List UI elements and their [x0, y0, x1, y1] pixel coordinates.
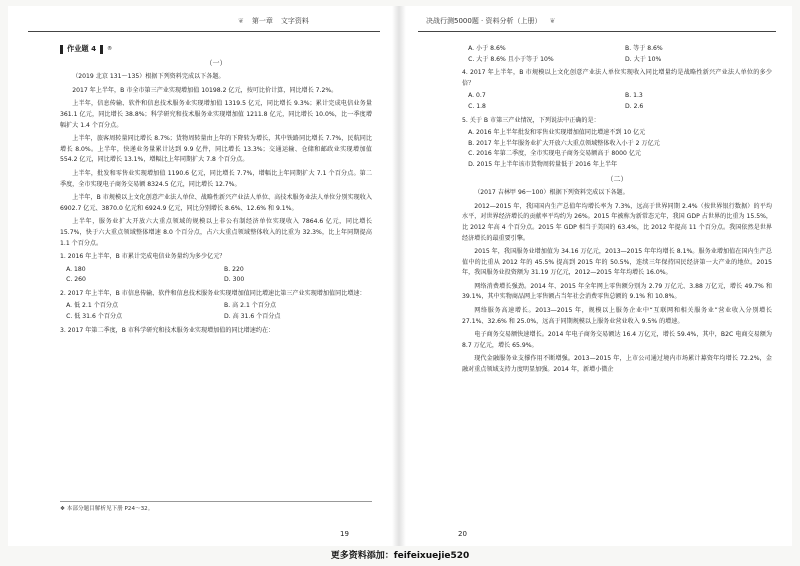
option[interactable]: D. 2.6	[625, 102, 644, 110]
question-options	[462, 91, 772, 112]
question-stem: 5. 关于 B 市第三产业情况，下列说法中正确的是：	[462, 116, 600, 124]
book-gutter	[392, 6, 406, 546]
exercise-heading	[60, 44, 372, 55]
left-running-head	[238, 14, 309, 28]
paragraph: 电子商务交易额快速增长。2014 年电子商务交易额达 16.4 万亿元，增长 59.4%，其中，B2C 电商交易额为 8.7 万亿元，增长 65.9%。	[462, 331, 772, 349]
paragraph: 现代金融服务业支撑作用不断增强。2013—2015 年，上市公司通过境内市场累计募资年均增长 72.2%，金融对重点领域支持力度明显加强。2014 年，新增小微企	[462, 355, 772, 374]
intro-text: （2019 北京 131～135）根据下列资料完成以下各题。	[72, 73, 225, 81]
chapter-title: 文字资料	[280, 17, 309, 25]
page-number: 20	[458, 530, 467, 538]
option[interactable]: D. 2015 年上半年该市货物周转量低于 2016 年上半年	[468, 160, 618, 168]
header-rule	[28, 31, 380, 32]
option[interactable]: D. 高 31.6 个百分点	[224, 313, 281, 321]
page-number: 19	[340, 530, 349, 538]
book-title: 决战行测5000题 · 资料分析（上册）	[426, 17, 542, 25]
paragraph: 2015 年，我国服务业增加值为 34.16 万亿元，2013—2015 年年均增长 8.1%。服务业增加值在国内生产总值中的比重从 2012 年的 45.5% 提高到 2015 年的 50.5%，连续三年保持国民经济第一大产业的地位。2015 年，我国服务业投资额为 31.19 万亿元，2012—2015 年年均增长 16.0%。	[462, 248, 772, 277]
paragraph: 上半年，B 市规模以上文化创意产业法人单位、战略性新兴产业法人单位、高技术服务业法人单位分别实现收入 6902.7 亿元、3870.0 亿元和 6924.9 亿元，同比分别增长 8.6%、12.6% 和 9.1%。	[60, 194, 372, 212]
question-stem: 4. 2017 年上半年，B 市规模以上文化创意产业法人单位实现收入同比增量约是战略性新兴产业法人单位的多少倍？	[462, 69, 772, 87]
watermark-text: 更多资料添加：feifeixuejie520	[330, 551, 470, 561]
right-running-head	[426, 14, 555, 28]
heading-bar-icon	[60, 45, 63, 54]
option[interactable]: D. 大于 10%	[625, 55, 662, 63]
heading-bar-icon	[100, 45, 103, 54]
paragraph: 2012—2015 年，我国国内生产总值年均增长率为 7.3%，远高于世界同期 2.4%（按世界银行数据）的平均水平，对世界经济增长的贡献率平均约为 26%。2015 年被称为新常态元年，我国 GDP 占世界的比重为 15.5%，比 2012 年高 4 个百分点。2015 年 GDP 相当于美国的 63.4%，比 2012 年提高 11 个百分点。我国依然是世界经济增长的最重要引擎。	[462, 202, 772, 242]
paragraph: 2017 年上半年，B 市全市第三产业实现增加值 10198.2 亿元，按可比价计算，同比增长 7.2%。	[72, 86, 338, 94]
chapter-label: 第一章	[251, 17, 273, 25]
question-stem: 3. 2017 年第二季度，B 市科学研究和技术服务业实现增加值的同比增速约在：	[60, 326, 275, 334]
exercise-mark: ®	[107, 46, 113, 52]
option[interactable]: A. 180	[66, 265, 86, 273]
right-body	[462, 44, 772, 379]
paragraph: 网络服务高速增长。2013—2015 年，规模以上服务企业中“互联网和相关服务业”营业收入分别增长 27.1%、32.6% 和 25.0%，远高于同期规模以上服务业营业收入 9.5% 的增速。	[462, 307, 772, 325]
option[interactable]: B. 1.3	[625, 92, 643, 100]
option[interactable]: D. 300	[224, 276, 245, 284]
paragraph: 上半年，服务业扩大开放六大重点领域的规模以上非公有制经济单位实现收入 7864.6 亿元，同比增长 15.7%，快于六大重点领域整体增速 8.0 个百分点，占六大重点领域整体收入的比重为 32.3%，比上年同期提高 1.1 个百分点。	[60, 218, 372, 247]
header-rule	[418, 31, 776, 32]
intro-text: （2017 吉林甲 96～100）根据下列资料完成以下各题。	[474, 189, 629, 197]
option[interactable]: C. 低 31.6 个百分点	[66, 313, 123, 321]
option[interactable]: A. 2016 年上半年批发和零售业实现增加值同比增速不到 10 亿元	[468, 129, 646, 137]
option[interactable]: A. 0.7	[468, 92, 486, 100]
option[interactable]: A. 小于 8.6%	[468, 45, 506, 52]
question-options	[462, 128, 772, 170]
footnote: ❖ 本部分题目解析见下册 P24～32。	[60, 501, 372, 512]
option[interactable]: B. 高 2.1 个百分点	[224, 302, 277, 310]
option[interactable]: C. 260	[66, 276, 86, 284]
paragraph: 上半年，旅客周转量同比增长 8.7%；货物周转量由上年的下降转为增长，其中铁路同比增长 7.7%，民航同比增长 8.0%。上半年，快递业务量累计达到 9.9 亿件，同比增长 13.3%；交通运输、仓储和邮政业实现增加值 554.2 亿元，同比增长 13.1%，增幅比上年同期扩大 7.8 个百分点。	[60, 135, 372, 164]
question-options	[60, 301, 372, 322]
paragraph: 上半年，信息传输、软件和信息技术服务业实现增加值 1319.5 亿元，同比增长 9.3%；累计完成电信业务量 361.1 亿元，同比增长 38.8%；科学研究和技术服务业实现增加值 1211.8 亿元，同比增长 10.0%，比一季度增幅扩大 1.4 个百分点。	[60, 100, 372, 129]
right-page	[406, 6, 792, 546]
question-options	[462, 44, 772, 65]
left-page	[8, 6, 392, 546]
option[interactable]: B. 220	[224, 265, 244, 273]
question-stem: 1. 2016 年上半年，B 市累计完成电信业务量约为多少亿元？	[60, 253, 226, 261]
option[interactable]: B. 等于 8.6%	[625, 45, 663, 52]
section-title: （二）	[606, 174, 628, 183]
option[interactable]: A. 低 2.1 个百分点	[66, 302, 119, 310]
question-options	[60, 265, 372, 286]
option[interactable]: C. 2016 年第二季度，全市实现电子商务交易额高于 8000 亿元	[468, 150, 642, 158]
option[interactable]: B. 2017 年上半年服务业扩大开放六大重点领域整体收入小于 2 万亿元	[468, 139, 660, 147]
ornament-icon: ❦	[549, 17, 556, 25]
option[interactable]: C. 1.8	[468, 102, 486, 110]
question-stem: 2. 2017 年上半年，B 市信息传输、软件和信息技术服务业实现增加值同比增速比第三产业实现增加值同比增速：	[60, 289, 366, 297]
paragraph: 上半年，批发和零售业实现增加值 1190.6 亿元，同比增长 7.7%，增幅比上年同期扩大 7.1 个百分点。第二季度，全市实现电子商务交易额 8324.5 亿元，同比增长 12.7%。	[60, 169, 372, 188]
option[interactable]: C. 大于 8.6% 且小于等于 10%	[468, 55, 554, 63]
paragraph: 网络消费增长强劲。2014 年、2015 年全年网上零售额分别为 2.79 万亿元、3.88 万亿元，增长 49.7% 和 39.1%，其中实物商品网上零售额占当年社会消费零售总额的 9.1% 和 10.8%。	[462, 282, 772, 301]
left-body	[60, 44, 372, 338]
section-title: （一）	[205, 58, 227, 67]
exercise-label: 作业题 4	[67, 44, 97, 53]
ornament-icon: ❦	[238, 17, 244, 25]
